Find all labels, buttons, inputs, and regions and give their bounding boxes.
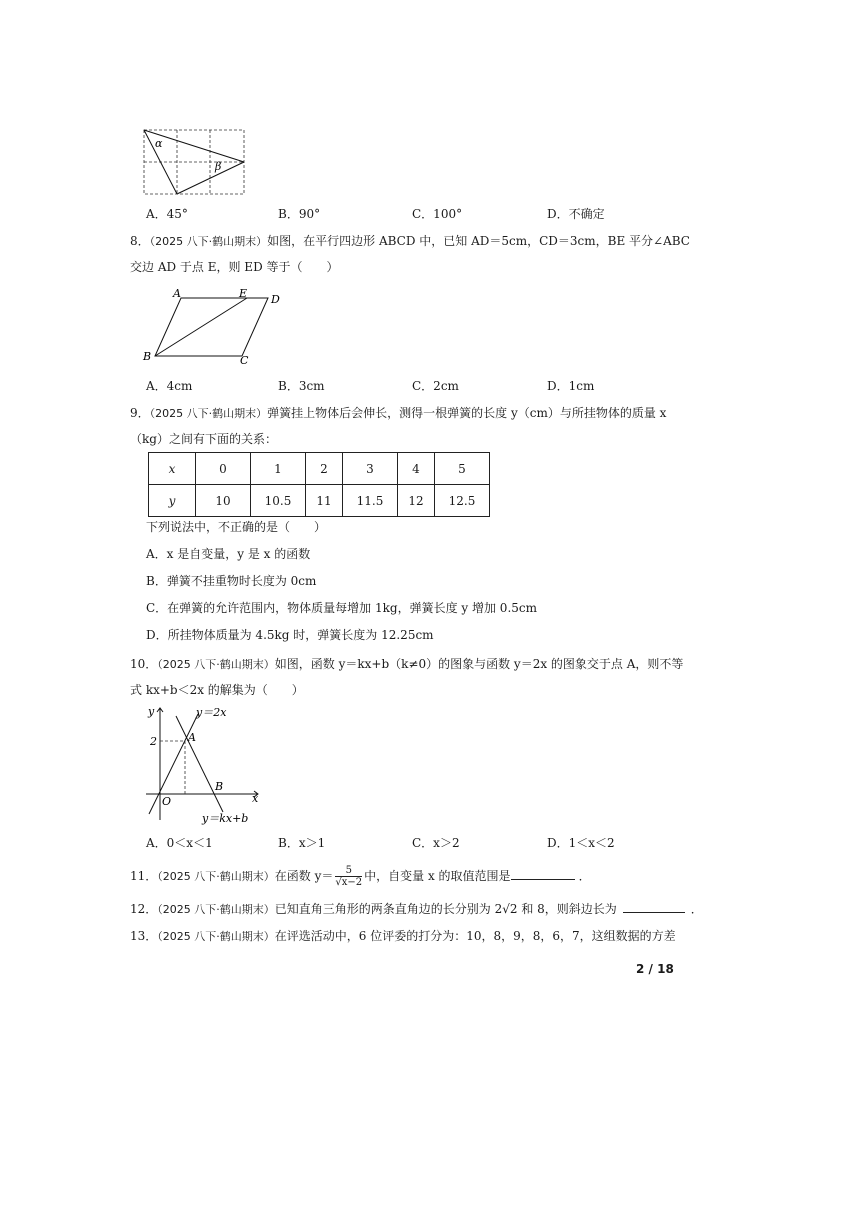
table-row [149, 453, 490, 485]
q7-beta-label: β [215, 160, 222, 173]
q11-stem [130, 862, 591, 891]
q10-option-b: B．x＞1 [278, 836, 326, 850]
q8-option-b: B．3cm [278, 379, 325, 393]
table-cell: 4 [398, 453, 435, 485]
table-cell: 11.5 [343, 485, 398, 517]
q8-label-d: D [271, 293, 280, 306]
q10-x-axis-label: x [252, 792, 259, 805]
q13-stem [130, 929, 676, 944]
q7-option-c: C．100° [412, 207, 463, 221]
q10-option-a: A．0＜x＜1 [146, 836, 213, 850]
q8-source-tag: （2025 八下·鹤山期末） [149, 235, 268, 248]
q9-source-tag: （2025 八下·鹤山期末） [149, 407, 268, 420]
q8-option-a: A．4cm [146, 379, 193, 393]
q9-option-b: B．弹簧不挂重物时长度为 0cm [146, 574, 317, 588]
table-cell: 1 [251, 453, 306, 485]
q8-option-d: D．1cm [547, 379, 595, 393]
q11-end: ． [578, 869, 591, 883]
table-cell: 11 [306, 485, 343, 517]
q13-source-tag: （2025 八下·鹤山期末） [157, 930, 275, 943]
q12-end: ． [690, 902, 703, 916]
q8-label-b: B [143, 350, 152, 363]
table-cell: 0 [196, 453, 251, 485]
q10-y-axis-label: y [148, 705, 155, 718]
q10-number: 10． [130, 657, 158, 671]
table-cell: 10 [196, 485, 251, 517]
q11-fraction [335, 865, 362, 888]
q12-source-tag: （2025 八下·鹤山期末） [157, 903, 275, 916]
page-number: 2 / 18 [636, 962, 674, 976]
q10-origin-label: O [162, 795, 172, 808]
q9-option-a: A．x 是自变量，y 是 x 的函数 [146, 547, 311, 561]
q8-label-e: E [239, 287, 248, 300]
q10-stem-line2: 式 kx+b＜2x 的解集为（ ） [130, 683, 304, 697]
q11-answer-blank[interactable] [511, 868, 575, 880]
table-cell: x [149, 453, 196, 485]
q8-number: 8． [130, 234, 150, 248]
q10-line1-label: y＝2x [196, 706, 227, 719]
q8-stem-line1 [130, 234, 690, 249]
q10-source-tag: （2025 八下·鹤山期末） [157, 658, 275, 671]
q9-stem-line1 [130, 406, 666, 421]
q12-number: 12． [130, 902, 158, 916]
q9-option-d: D．所挂物体质量为 4.5kg 时，弹簧长度为 12.25cm [146, 628, 434, 642]
q12-text: 已知直角三角形的两条直角边的长分别为 2√2 和 8，则斜边长为 [274, 902, 617, 916]
q11-number: 11． [130, 869, 158, 883]
q10-option-d: D．1＜x＜2 [547, 836, 615, 850]
q7-option-a: A．45° [146, 207, 188, 221]
q8-label-c: C [240, 354, 249, 366]
table-cell: 2 [306, 453, 343, 485]
q9-data-table [148, 452, 490, 517]
q8-parallelogram-figure [140, 286, 290, 366]
q12-answer-blank[interactable] [623, 901, 685, 913]
table-cell: y [149, 485, 196, 517]
q9-number: 9． [130, 406, 150, 420]
table-cell: 5 [435, 453, 490, 485]
table-row [149, 485, 490, 517]
q11-text-before: 在函数 y＝ [274, 869, 334, 883]
q10-line2-label: y＝kx+b [202, 812, 249, 825]
q12-stem [130, 901, 703, 917]
q8-stem-line2: 交边 AD 于点 E，则 ED 等于（ ） [130, 260, 339, 274]
q7-alpha-label: α [155, 137, 163, 150]
table-cell: 12.5 [435, 485, 490, 517]
q11-text-after: 中，自变量 x 的取值范围是 [364, 869, 511, 883]
q10-point-b: B [215, 780, 224, 793]
q8-option-c: C．2cm [412, 379, 459, 393]
q10-option-c: C．x＞2 [412, 836, 460, 850]
q9-text-1: 弹簧挂上物体后会伸长，测得一根弹簧的长度 y（cm）与所挂物体的质量 x [267, 406, 667, 420]
q7-grid-figure [140, 126, 250, 198]
q10-point-a: A [188, 731, 196, 744]
q10-stem-line1 [130, 657, 683, 672]
q8-text-1: 如图，在平行四边形 ABCD 中，已知 AD＝5cm，CD＝3cm，BE 平分∠ABC [267, 234, 690, 248]
q10-text-1: 如图，函数 y＝kx+b（k≠0）的图象与函数 y＝2x 的图象交于点 A，则不等 [274, 657, 684, 671]
q9-stem-line2: （kg）之间有下面的关系： [130, 432, 277, 446]
q11-fraction-denominator: √x−2 [335, 877, 363, 888]
q7-option-d: D．不确定 [547, 207, 605, 221]
q13-text: 在评选活动中，6 位评委的打分为：10，8，9，8，6，7，这组数据的方差 [274, 929, 676, 943]
q9-question: 下列说法中，不正确的是（ ） [146, 520, 327, 534]
q7-option-b: B．90° [278, 207, 321, 221]
table-cell: 3 [343, 453, 398, 485]
q8-label-a: A [173, 287, 181, 300]
q11-fraction-numerator: 5 [335, 865, 362, 877]
q10-tick-2: 2 [150, 735, 157, 748]
table-cell: 12 [398, 485, 435, 517]
table-cell: 10.5 [251, 485, 306, 517]
q11-source-tag: （2025 八下·鹤山期末） [157, 870, 275, 883]
q13-number: 13． [130, 929, 158, 943]
q10-function-graph [140, 702, 270, 826]
q9-option-c: C．在弹簧的允许范围内，物体质量每增加 1kg，弹簧长度 y 增加 0.5cm [146, 601, 537, 615]
